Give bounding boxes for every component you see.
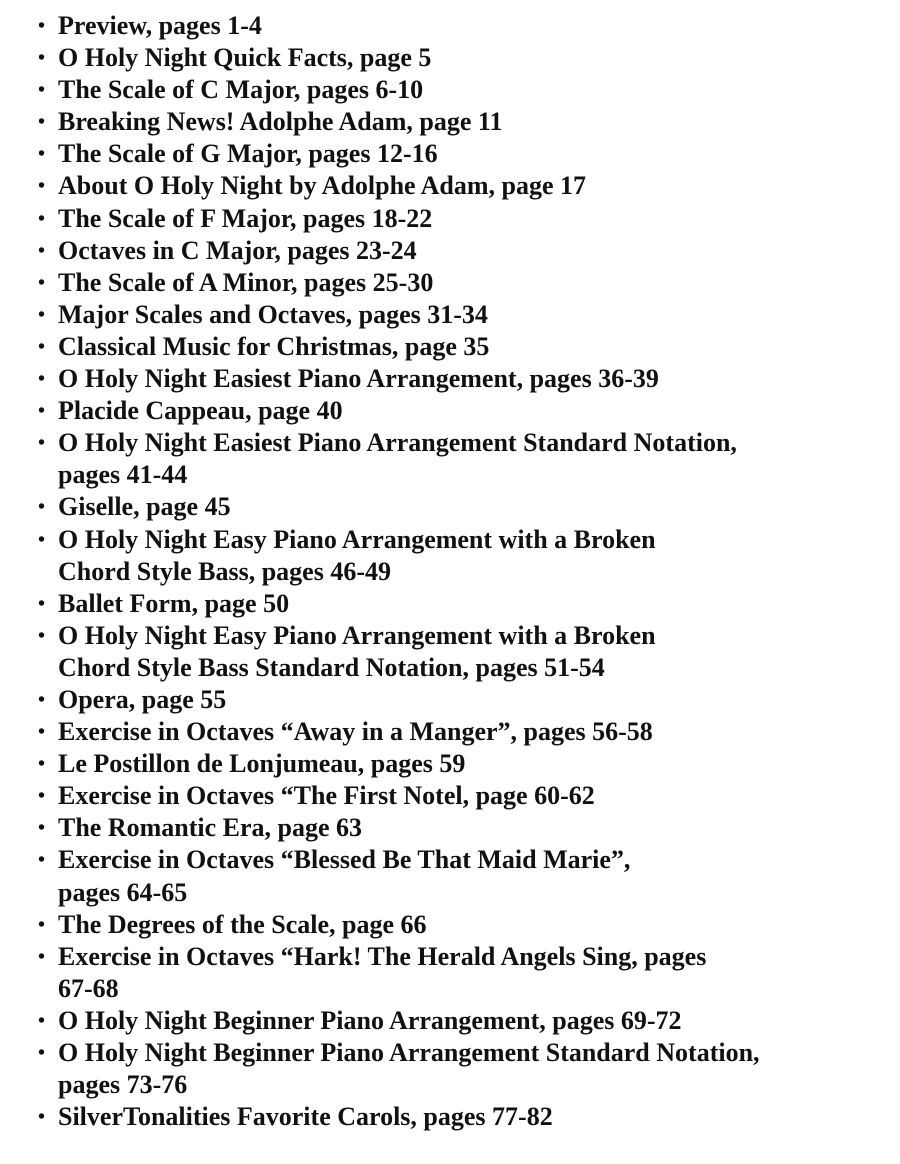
bullet-icon: • bbox=[38, 688, 46, 711]
toc-entry bbox=[38, 267, 890, 299]
bullet-icon: • bbox=[38, 753, 46, 776]
toc-entry bbox=[38, 780, 890, 812]
bullet-icon: • bbox=[38, 175, 46, 198]
table-of-contents-list bbox=[38, 10, 890, 1133]
toc-entry bbox=[38, 10, 890, 42]
toc-entry bbox=[38, 909, 890, 941]
toc-entry-text: The Scale of F Major, pages 18-22 bbox=[58, 203, 433, 233]
toc-entry bbox=[38, 716, 890, 748]
toc-entry bbox=[38, 1037, 890, 1101]
bullet-icon: • bbox=[38, 913, 46, 936]
toc-entry bbox=[38, 74, 890, 106]
bullet-icon: • bbox=[38, 1106, 46, 1129]
toc-entry-continuation: pages 41-44 bbox=[58, 460, 188, 490]
toc-entry-text: Classical Music for Christmas, page 35 bbox=[58, 331, 490, 361]
toc-entry-continuation: Chord Style Bass, pages 46-49 bbox=[58, 556, 391, 586]
bullet-icon: • bbox=[38, 239, 46, 262]
toc-entry bbox=[38, 588, 890, 620]
toc-entry bbox=[38, 524, 890, 588]
toc-entry bbox=[38, 299, 890, 331]
toc-entry-text: Breaking News! Adolphe Adam, page 11 bbox=[58, 107, 503, 137]
toc-entry bbox=[38, 363, 890, 395]
toc-entry-text: O Holy Night Beginner Piano Arrangement, pages 69-72 bbox=[58, 1005, 682, 1035]
bullet-icon: • bbox=[38, 592, 46, 615]
toc-entry-text: O Holy Night Quick Facts, page 5 bbox=[58, 43, 432, 73]
toc-entry-text: SilverTonalities Favorite Carols, pages 77-82 bbox=[58, 1102, 553, 1132]
bullet-icon: • bbox=[38, 79, 46, 102]
toc-entry-text: Exercise in Octaves “Away in a Manger”, pages 56-58 bbox=[58, 717, 653, 747]
toc-entry bbox=[38, 684, 890, 716]
toc-entry-text: The Scale of G Major, pages 12-16 bbox=[58, 139, 438, 169]
bullet-icon: • bbox=[38, 1009, 46, 1032]
toc-entry-text: The Scale of A Minor, pages 25-30 bbox=[58, 267, 434, 297]
bullet-icon: • bbox=[38, 721, 46, 744]
toc-entry bbox=[38, 844, 890, 908]
toc-entry bbox=[38, 941, 890, 1005]
bullet-icon: • bbox=[38, 111, 46, 134]
toc-entry-text: Placide Cappeau, page 40 bbox=[58, 396, 343, 426]
toc-entry bbox=[38, 1005, 890, 1037]
toc-entry-text: Exercise in Octaves “The First Notel, page 60-62 bbox=[58, 781, 595, 811]
toc-entry bbox=[38, 748, 890, 780]
bullet-icon: • bbox=[38, 817, 46, 840]
toc-entry bbox=[38, 1101, 890, 1133]
toc-entry-text: The Romantic Era, page 63 bbox=[58, 813, 363, 843]
toc-entry-text: Opera, page 55 bbox=[58, 684, 227, 714]
toc-entry-text: The Scale of C Major, pages 6-10 bbox=[58, 75, 424, 105]
toc-entry bbox=[38, 106, 890, 138]
toc-entry bbox=[38, 235, 890, 267]
toc-entry-text: Le Postillon de Lonjumeau, pages 59 bbox=[58, 749, 466, 779]
bullet-icon: • bbox=[38, 785, 46, 808]
bullet-icon: • bbox=[38, 528, 46, 551]
toc-entry-text: O Holy Night Easy Piano Arrangement with a Broken bbox=[58, 620, 656, 650]
toc-entry-text: Major Scales and Octaves, pages 31-34 bbox=[58, 299, 488, 329]
toc-entry-text: The Degrees of the Scale, page 66 bbox=[58, 909, 427, 939]
toc-entry bbox=[38, 42, 890, 74]
bullet-icon: • bbox=[38, 303, 46, 326]
bullet-icon: • bbox=[38, 496, 46, 519]
bullet-icon: • bbox=[38, 945, 46, 968]
bullet-icon: • bbox=[38, 47, 46, 70]
toc-entry-text: O Holy Night Easiest Piano Arrangement, pages 36-39 bbox=[58, 364, 659, 394]
toc-entry bbox=[38, 427, 890, 491]
bullet-icon: • bbox=[38, 207, 46, 230]
toc-entry bbox=[38, 395, 890, 427]
toc-entry-text: O Holy Night Beginner Piano Arrangement Standard Notation, bbox=[58, 1038, 760, 1067]
toc-entry-continuation: 67-68 bbox=[58, 973, 119, 1003]
toc-entry bbox=[38, 170, 890, 202]
toc-entry-text: Exercise in Octaves “Hark! The Herald Angels Sing, pages bbox=[58, 941, 707, 971]
bullet-icon: • bbox=[38, 1042, 46, 1064]
toc-entry bbox=[38, 812, 890, 844]
toc-entry-text: O Holy Night Easy Piano Arrangement with a Broken bbox=[58, 524, 656, 554]
toc-entry bbox=[38, 491, 890, 523]
toc-entry bbox=[38, 620, 890, 684]
bullet-icon: • bbox=[38, 849, 46, 872]
toc-entry-continuation: pages 73-76 bbox=[58, 1070, 188, 1100]
bullet-icon: • bbox=[38, 432, 46, 455]
bullet-icon: • bbox=[38, 143, 46, 166]
bullet-icon: • bbox=[38, 271, 46, 294]
toc-entry bbox=[38, 331, 890, 363]
toc-entry-text: Giselle, page 45 bbox=[58, 492, 231, 522]
bullet-icon: • bbox=[38, 15, 46, 37]
toc-entry-text: Exercise in Octaves “Blessed Be That Maid Marie”, bbox=[58, 845, 631, 875]
toc-entry-text: About O Holy Night by Adolphe Adam, page 17 bbox=[58, 171, 587, 201]
bullet-icon: • bbox=[38, 368, 46, 391]
toc-entry-text: Ballet Form, page 50 bbox=[58, 588, 290, 618]
toc-entry-continuation: pages 64-65 bbox=[58, 877, 188, 907]
bullet-icon: • bbox=[38, 400, 46, 423]
toc-entry bbox=[38, 138, 890, 170]
toc-entry-text: Preview, pages 1-4 bbox=[58, 11, 262, 40]
toc-entry-continuation: Chord Style Bass Standard Notation, pages 51-54 bbox=[58, 652, 605, 682]
bullet-icon: • bbox=[38, 624, 46, 647]
toc-entry-text: O Holy Night Easiest Piano Arrangement Standard Notation, bbox=[58, 428, 737, 458]
toc-entry-text: Octaves in C Major, pages 23-24 bbox=[58, 235, 417, 265]
toc-entry bbox=[38, 203, 890, 235]
bullet-icon: • bbox=[38, 335, 46, 358]
